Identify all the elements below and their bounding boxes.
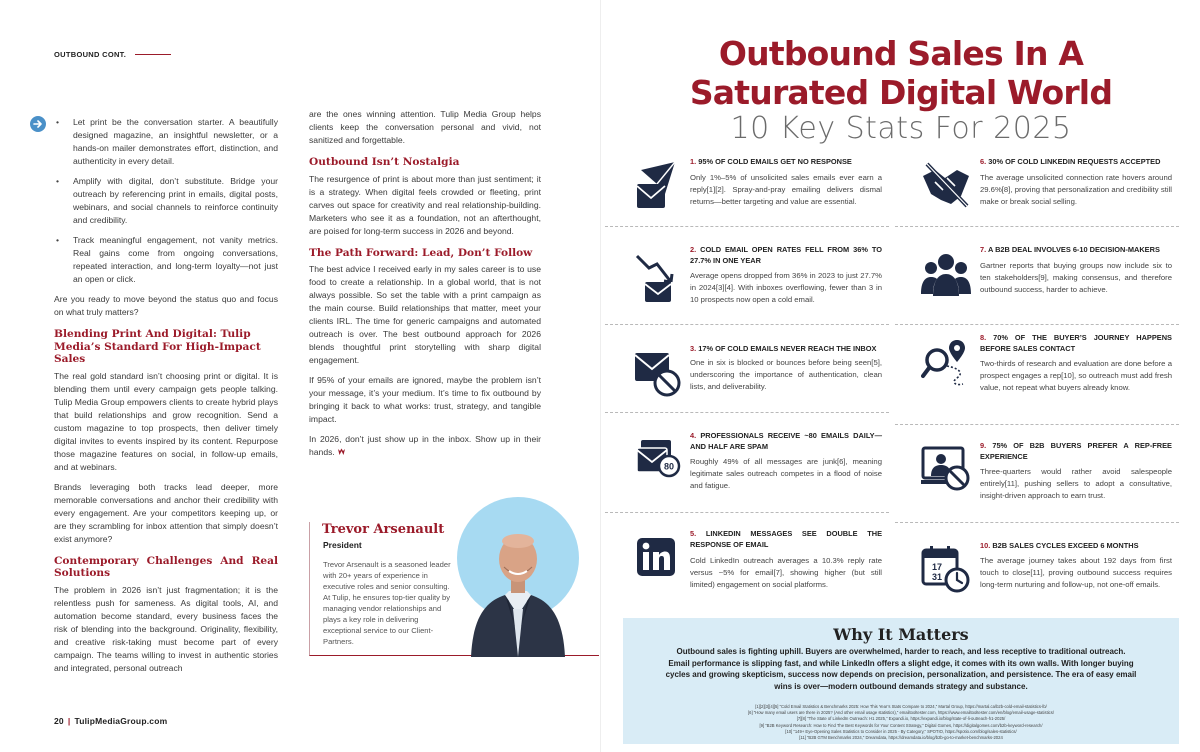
- paragraph: The problem in 2026 isn’t just fragmentation; it is the relentless push for sameness. As digital tools, AI, and automation become standard, every business faces the risk of blending into the background. Originality, flexibility, and creative risk-taking must become part of every campaign. The teams willing to invest in authentic stories and integrated, personal outreach: [54, 584, 278, 673]
- group-people-icon: [921, 248, 971, 304]
- why-body: Outbound sales is fighting uphill. Buyers are overwhelmed, harder to reach, and less receptive to traditional outreach. Email performance is slipping fast, and while LinkedIn offers a slight edge, it comes with its own walls. With longer buying cycles and growing skepticism, success now depends on precision, personalization, and persistence. The era of easy email wins is over—modern outbound demands strategy and substance.: [665, 647, 1137, 691]
- arrow-right-icon: [30, 116, 46, 132]
- stat-title: 7. A B2B DEAL INVOLVES 6-10 DECISION-MAKERS: [980, 245, 1160, 254]
- handshake-blocked-icon: [921, 160, 971, 216]
- stat-9: [891, 440, 1183, 528]
- stat-title: 5. LINKEDIN MESSAGES SEE DOUBLE THE RESPONSE OF EMAIL: [690, 529, 882, 549]
- paragraph: The real gold standard isn’t choosing print or digital. It is blending them until every campaign gets people talking. Tulip Media Group empowers clients to create hybrid plays that build relationships and grow recognition. Send a custom magazine to top prospects, then deliver timely digital invites to events inspired by its content. Repurpose those magazine features on social, in follow-up emails, and at webinars.: [54, 370, 278, 472]
- list-item: • Let print be the conversation starter. A beautifully designed magazine, an insightful newsletter, or a hands-on mailer demonstrates effort, distinction, and authenticity in every detail.: [54, 116, 278, 168]
- stat-body: Three-quarters would rather avoid salespeople entirely[11], pushing sellers to adopt a consultative, insight-driven approach to earn trust.: [980, 467, 1172, 500]
- stat-title: 10. B2B SALES CYCLES EXCEED 6 MONTHS: [980, 541, 1139, 550]
- title-line-2: Saturated Digital World: [689, 73, 1113, 112]
- divider: [895, 324, 1179, 325]
- search-route-icon: [921, 336, 971, 392]
- stat-title: 2. COLD EMAIL OPEN RATES FELL FROM 36% TO 27.7% IN ONE YEAR: [690, 245, 882, 265]
- stat-body: Average opens dropped from 36% in 2023 to just 27.7% in 2024[3][4]. With inboxes overflowing, fewer than 3 in 10 prospects now open a cold email.: [690, 271, 882, 304]
- footer-separator: |: [67, 716, 71, 726]
- stat-4: [601, 430, 893, 518]
- reference: [1][2][3][4][5] “Cold Email Statistics & Benchmarks 2025: How This Year’s Stats Compare to 2024,” Martal Group, https://martal.ca/b2b-cold-email-statistics-lb/: [755, 704, 1047, 709]
- stat-title: 4. PROFESSIONALS RECEIVE ~80 EMAILS DAILY—AND HALF ARE SPAM: [690, 431, 882, 451]
- divider: [895, 226, 1179, 227]
- reference: [6] “How many email users are there in 2025? (And other email usage statistics),” emailtooltester.com, https://www.emailtooltester.com/en/blog/email-usage-statistics/: [747, 710, 1055, 716]
- stat-body: Roughly 49% of all messages are junk[6], meaning legitimate sales outreach competes in a flood of noise and fatigue.: [690, 457, 882, 490]
- article-column-2: [309, 108, 541, 466]
- author-name: Trevor Arsenault: [322, 522, 448, 537]
- heading-nostalgia: Outbound Isn’t Nostalgia: [309, 156, 460, 168]
- person-illustration: [457, 497, 579, 657]
- reference: [9] “B2B Keyword Research: How to Find The Best Keywords for Your Content Strategy,” Digital Gomes, https://digitalgomes.com/b2b-keyword-research/: [759, 722, 1043, 728]
- tulip-end-icon: [337, 447, 346, 455]
- stat-body: Only 1%–5% of unsolicited sales emails ever earn a reply[1][2]. Spray-and-pray emailing delivers dismal returns—better targeting and value are essential.: [690, 173, 882, 206]
- blocked-person-screen-icon: [921, 444, 971, 500]
- stat-body: Two-thirds of research and evaluation are done before a prospect engages a rep[10], so outreach must add fresh value, not repeat what buyers already know.: [980, 359, 1172, 392]
- article-column-1: [54, 116, 278, 682]
- stat-title: 9. 75% OF B2B BUYERS PREFER A REP-FREE EXPERIENCE: [980, 441, 1172, 461]
- page-subtitle: 10 Key Stats For 2025: [730, 111, 1072, 146]
- paragraph: are the ones winning attention. Tulip Media Group helps clients keep the conversation personal and vivid, not sanitized and forgettable.: [309, 109, 541, 145]
- reference: [10] “149+ Eye-Opening Sales Statistics to Consider in 2025 - By Category,” SPOTIO, https://spotio.com/blog/sales-statistics/: [785, 728, 1017, 734]
- paragraph: Are you ready to move beyond the status quo and focus on what truly matters?: [54, 294, 278, 317]
- stat-title: 3. 17% OF COLD EMAILS NEVER REACH THE INBOX: [690, 344, 877, 353]
- closing-text: In 2026, don’t just show up in the inbox. Show up in their hands.: [309, 434, 541, 457]
- reference: [11] “B2B GTM Benchmarks 2024,” Dreamdata, https://dreamdata.io/blog/b2b-go-to-market-benchmarks-2024: [799, 735, 1003, 741]
- why-it-matters-panel: [623, 618, 1179, 744]
- section-label: OUTBOUND CONT.: [54, 50, 127, 59]
- divider: [605, 512, 889, 513]
- heading-blending: Blending Print And Digital: Tulip Media’s Standard For High-Impact Sales: [54, 328, 261, 365]
- references: [663, 704, 1139, 741]
- divider: [895, 522, 1179, 523]
- page-number: 20: [54, 716, 64, 726]
- svg-text:31: 31: [932, 572, 943, 582]
- stat-title: 8. 70% OF THE BUYER’S JOURNEY HAPPENS BEFORE SALES CONTACT: [980, 333, 1172, 353]
- stat-7: [891, 244, 1183, 332]
- stat-1: [601, 156, 893, 244]
- stacked-envelopes-80-icon: [631, 434, 681, 490]
- stat-body: Gartner reports that buying groups now include six to ten stakeholders[9], making consensus, and therefore outbound success, harder to achieve.: [980, 261, 1172, 294]
- page-footer: [54, 716, 167, 726]
- stat-title: 1. 95% OF COLD EMAILS GET NO RESPONSE: [690, 157, 852, 166]
- calendar-clock-icon: [921, 544, 971, 600]
- stat-body: Cold LinkedIn outreach averages a 10.3% reply rate versus ~5% for email[7], showing higher (but still limited) engagement on social platforms.: [690, 556, 882, 589]
- divider: [895, 424, 1179, 425]
- list-item: • Track meaningful engagement, not vanity metrics. Real gains come from ongoing conversations, repeated interaction, and long-term loyalty—not just an open or click.: [54, 234, 278, 286]
- declining-chart-envelope-icon: [631, 248, 681, 304]
- list-item: • Amplify with digital, don’t substitute. Bridge your outreach by referencing print in emails, digital posts, webinars, and social channels to reinforce continuity and credibility.: [54, 175, 278, 227]
- author-description: Trevor Arsenault is a seasoned leader with 20+ years of experience in executive roles and senior consulting. At Tulip, he ensures top-tier quality by managing vendor relationships and plays a key role in delivering exceptional service to our Client-Partners.: [323, 560, 451, 646]
- reference: [7][8] “The State of LinkedIn Outreach: H1 2025,” Expandi.io, https://expandi.io/blog/state-of-li-outreach-h1-2025/: [796, 716, 1006, 722]
- author-bio: [309, 517, 599, 657]
- stat-title: 6. 30% OF COLD LINKEDIN REQUESTS ACCEPTED: [980, 157, 1161, 166]
- paragraph: Brands leveraging both tracks lead deeper, more memorable conversations and anchor their credibility with every engagement. Are your competitors keeping up, or are they scrambling for inbox attention that simply doesn’t exist anymore?: [54, 481, 278, 544]
- section-rule: [135, 54, 171, 55]
- svg-text:17: 17: [932, 562, 943, 572]
- paper-plane-envelope-icon: [631, 160, 681, 216]
- footer-site: TulipMediaGroup.com: [74, 716, 168, 726]
- divider: [605, 226, 889, 227]
- divider: [605, 324, 889, 325]
- right-page: [600, 0, 1200, 752]
- page-title: [601, 34, 1200, 112]
- tips-list: [54, 116, 278, 286]
- stat-body: One in six is blocked or bounces before being seen[5], underscoring the importance of authentication, clean lists, and deliverability.: [690, 358, 882, 391]
- paragraph: The resurgence of print is about more than just sentiment; it is a strategy. When digital feels crowded or fleeting, print carves out space for creativity and real relationship-building. Marketers who see it as a foundation, not an afterthought, are poised for long-term success in 2026 and beyond.: [309, 173, 541, 236]
- stat-10: [891, 540, 1183, 628]
- author-photo: [457, 497, 579, 657]
- blocked-envelope-icon: [631, 347, 681, 403]
- stat-8: [891, 332, 1183, 420]
- linkedin-icon: [631, 532, 681, 588]
- why-title: Why It Matters: [833, 625, 969, 644]
- stat-2: [601, 244, 893, 332]
- stat-body: The average journey takes about 192 days from first touch to close[11], proving outbound success requires long-term nurturing and follow-up, not one-off emails.: [980, 556, 1172, 589]
- heading-path-forward: The Path Forward: Lead, Don’t Follow: [309, 246, 533, 259]
- paragraph: [309, 433, 541, 459]
- heading-challenges: Contemporary Challenges And Real Solutions: [54, 554, 278, 579]
- stat-3: [601, 343, 893, 431]
- paragraph: The best advice I received early in my sales career is to use food to create a relationship. In a global world, that is not always possible. So set the table with a print campaign as the main course. Build relationships that matter, meet your clients IRL. The time for generic campaigns and automated outreach is over. The best outbound approach for 2026 blends thoughtful print storytelling with sharp digital engagement.: [309, 264, 541, 365]
- stat-5: [601, 528, 893, 616]
- divider: [605, 412, 889, 413]
- stat-body: The average unsolicited connection rate hovers around 29.6%[8], proving that personalization and credibility still make or break social selling.: [980, 173, 1172, 206]
- svg-text:80: 80: [663, 461, 675, 472]
- paragraph: If 95% of your emails are ignored, maybe the problem isn’t your message, it’s your medium. It’s time to fix outbound by bringing it back to what works: trust, strategy, and tangible impact.: [309, 375, 541, 424]
- stat-6: [891, 156, 1183, 244]
- author-role: President: [323, 540, 362, 550]
- title-line-1: Outbound Sales In A: [718, 34, 1084, 73]
